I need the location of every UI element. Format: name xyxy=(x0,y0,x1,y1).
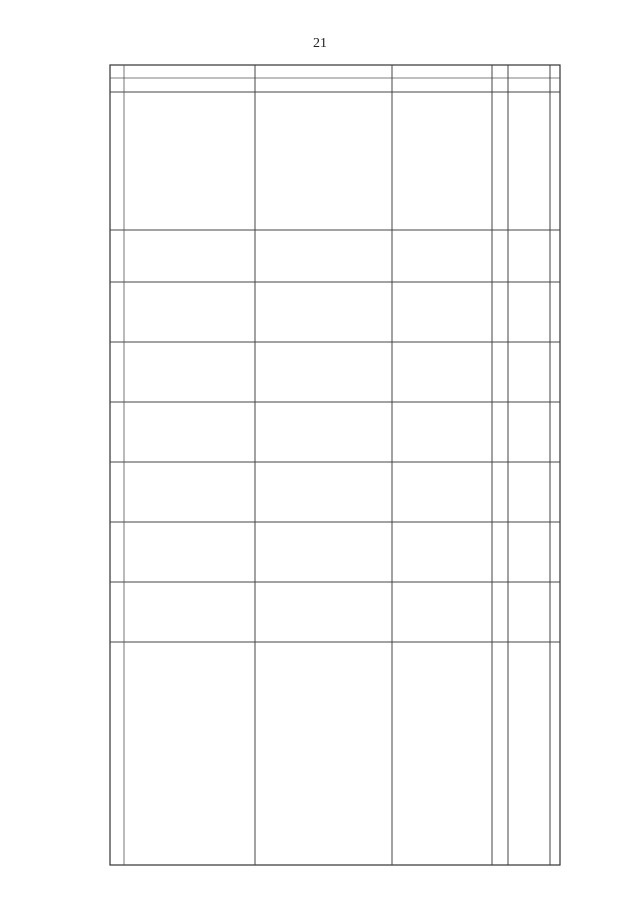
rotated-budget-table xyxy=(80,60,570,870)
page-number: 21 xyxy=(313,36,327,51)
